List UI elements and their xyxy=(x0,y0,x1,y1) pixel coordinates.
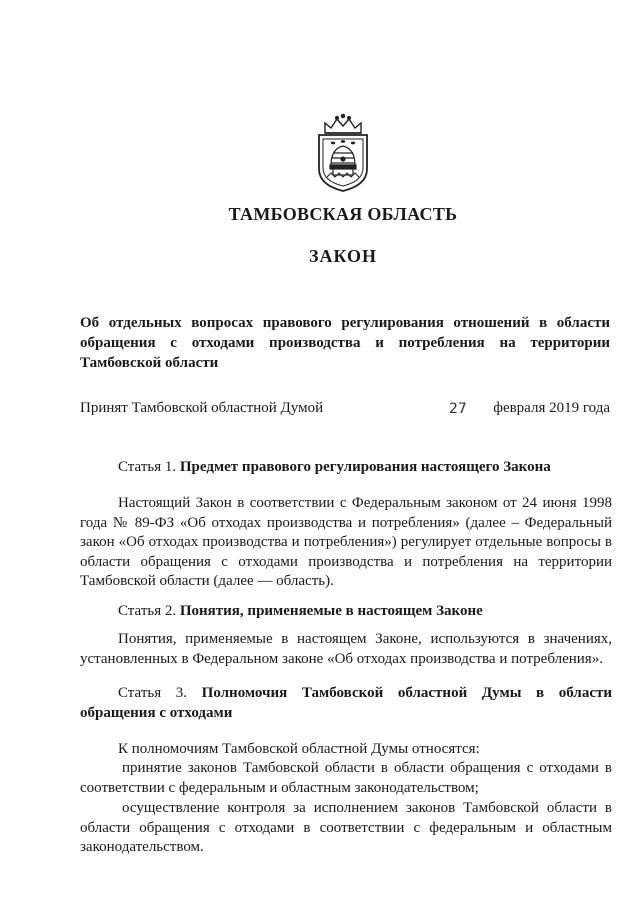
article-1-prefix: Статья 1. xyxy=(118,459,177,475)
article-3-intro: К полномочиям Тамбовской областной Думы относятся: xyxy=(118,741,480,757)
region-heading: ТАМБОВСКАЯ ОБЛАСТЬ xyxy=(228,204,458,224)
adoption-month-year: февраля 2019 года xyxy=(493,400,610,416)
adoption-line xyxy=(80,400,610,422)
article-2-title: Понятия, применяемые в настоящем Законе xyxy=(179,603,483,619)
tambov-coat-of-arms-icon xyxy=(311,113,375,193)
article-1-heading xyxy=(80,457,610,477)
article-3-title: Полномочия Тамбовской областной Думы в области обращения с отходами xyxy=(80,685,612,721)
article-3-item-2: осуществление контроля за исполнением законов Тамбовской области в области обращения с отходами в соответствии с федеральным и областным законодательством. xyxy=(80,800,612,855)
document-type-heading: ЗАКОН xyxy=(308,246,378,266)
adoption-day: 27 xyxy=(449,401,467,417)
article-2-paragraph: Понятия, применяемые в настоящем Законе, используются в значениях, установленных в Федеральном законе «Об отходах производства и потребления». xyxy=(80,631,612,667)
article-3-heading xyxy=(80,683,612,723)
adopted-by: Принят Тамбовской областной Думой xyxy=(80,400,324,416)
article-1-title: Предмет правового регулирования настоящего Закона xyxy=(179,459,551,475)
article-3-prefix: Статья 3. xyxy=(118,685,188,701)
law-title: Об отдельных вопросах правового регулирования отношений в области обращения с отходами производства и потребления на территории Тамбовской области xyxy=(80,315,610,371)
article-1-paragraph: Настоящий Закон в соответствии с Федеральным законом от 24 июня 1998 года № 89-ФЗ «Об отходах производства и потребления» (далее – Федеральный закон «Об отходах производства и потребления») регулирует отдельные вопросы в области обращения с отходами производства и потребления на территории Тамбовской области (далее — область). xyxy=(80,495,612,589)
article-3-item-1: принятие законов Тамбовской области в области обращения с отходами в соответствии с федеральным и областным законодательством; xyxy=(80,760,612,796)
article-2-heading xyxy=(80,601,610,621)
article-2-prefix: Статья 2. xyxy=(118,603,177,619)
